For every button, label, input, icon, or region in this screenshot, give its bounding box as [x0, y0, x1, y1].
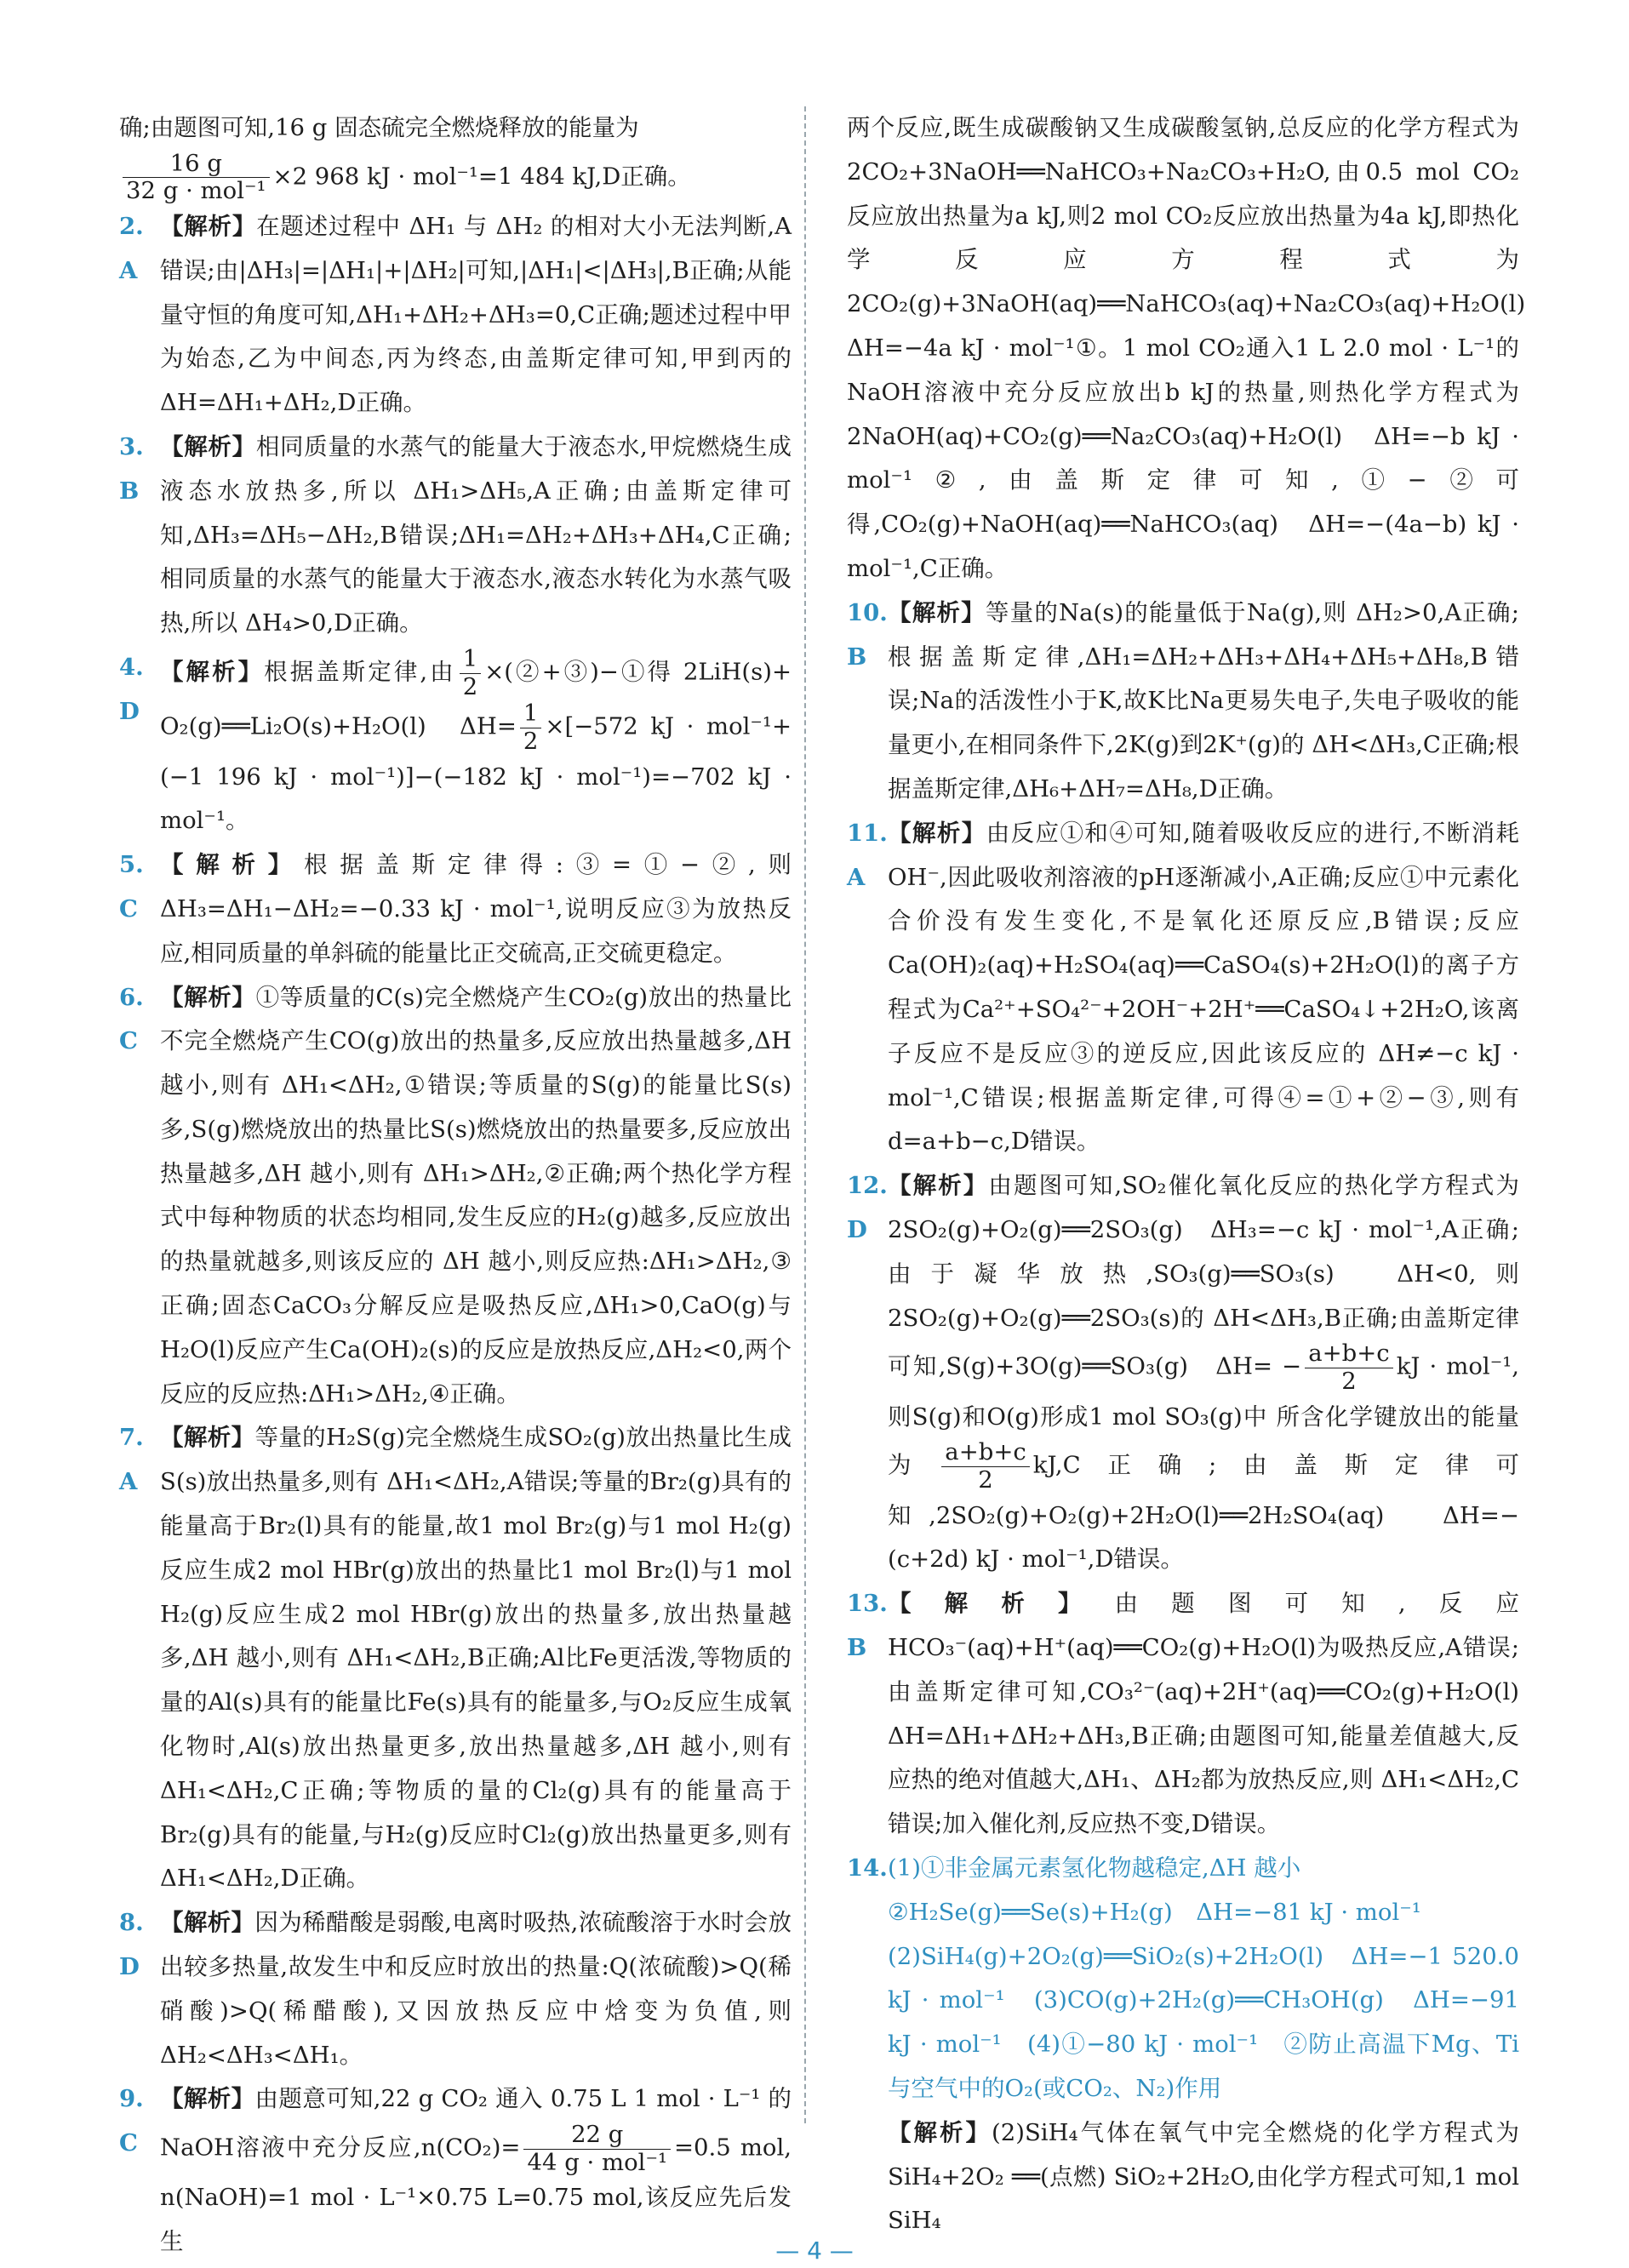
answer-text: 根据盖斯定律得:③=①−②,则 ΔH₃=ΔH₁−ΔH₂=−0.33 kJ · mol⁻¹,说明反应③为放热反应,相同质量的单斜硫的能量比正交硫高,正交硫更稳定。 — [160, 851, 792, 967]
answer-key-text: (1)①非金属元素氢化物越稳定,ΔH 越小 — [888, 1854, 1301, 1882]
right-column — [847, 106, 1549, 2243]
answer-text: n(NaOH)=1 mol · L⁻¹×0.75 L=0.75 mol,该反应先后发生 — [160, 2184, 792, 2256]
answer-number: 5. C — [119, 851, 144, 923]
answer-item-2 — [119, 205, 792, 426]
answer-number: 3. B — [119, 433, 144, 505]
answer-text: ①等质量的C(s)完全燃烧产生CO₂(g)放出的热量比不完全燃烧产生CO(g)放出的热量多,反应放出热量越多,ΔH 越小,则有 ΔH₁<ΔH₂,①错误;等质量的S(g)的能量比S(s)多,S(g)燃烧放出的热量比S(s)燃烧放出的热量要多,反应放出热量越多,ΔH 越小,则有 ΔH₁>ΔH₂,②正确;两个热化学方程式中每种物质的状态均相同,发生反应的H₂(g)越多,反应放出的热量就越多,则该反应的 ΔH 越小,则反应热:ΔH₁>ΔH₂,③正确;固态CaCO₃分解反应是吸热反应,ΔH₁>0,CaO(g)与H₂O(l)反应产生Ca(OH)₂(s)的反应是放热反应,ΔH₂<0,两个反应的反应热:ΔH₁>ΔH₂,④正确。 — [160, 983, 792, 1408]
analysis-tag: 【解析】 — [160, 213, 257, 241]
answer-text: =0.5 mol, — [674, 2134, 792, 2162]
fraction-numerator: 16 g — [123, 151, 270, 179]
fraction-denominator: 2 — [1341, 1367, 1357, 1395]
answer-number: 13. B — [847, 1590, 888, 1661]
answer-item-13 — [847, 1582, 1543, 1847]
fraction-numerator: 22 g — [523, 2122, 671, 2150]
answer-number: 8. D — [119, 1909, 144, 1981]
answer-item-3 — [119, 426, 792, 646]
analysis-tag: 【解析】 — [160, 851, 304, 879]
answer-key-text: (2)SiH₄(g)+2O₂(g)══SiO₂(s)+2H₂O(l) ΔH=−1 520.0 kJ · mol⁻¹ (3)CO(g)+2H₂(g)══CH₃OH(g) ΔH=−91 kJ · mol⁻¹ (4)①−80 kJ · mol⁻¹ ②防止高温下Mg、Ti与空气中的O₂(或CO₂、N₂)作用 — [888, 1942, 1519, 2102]
answer-text: kJ,C正确;由盖斯定律可知,2SO₂(g)+O₂(g)+2H₂O(l)══2H₂SO₄(aq) ΔH=−(c+2d) kJ · mol⁻¹,D错误。 — [888, 1451, 1520, 1574]
intro-line: 确;由题图可知,16 g 固态硫完全燃烧释放的能量为 — [119, 114, 639, 141]
answer-text: 等量的Na(s)的能量低于Na(g),则 ΔH₂>0,A正确;根据盖斯定律,ΔH₁=ΔH₂+ΔH₃+ΔH₄+ΔH₅+ΔH₈,B错误;Na的活泼性小于K,故K比Na更易失电子,失电子吸收的能量更小,在相同条件下,2K(g)到2K⁺(g)的 ΔH<ΔH₃,C正确;根据盖斯定律,ΔH₆+ΔH₇=ΔH₈,D正确。 — [888, 598, 1519, 803]
answer-item-4 — [119, 646, 792, 843]
answer-item-10 — [847, 591, 1519, 812]
fraction-numerator: 1 — [460, 646, 482, 674]
answer-text: 由题意可知,22 g CO₂ 通入 0.75 L 1 mol · L⁻¹ 的NaOH溶液中充分反应,n(CO₂)= — [160, 2085, 792, 2162]
intro-paragraph — [119, 106, 792, 205]
answer-item-8 — [119, 1901, 792, 2077]
analysis-tag: 【解析】 — [888, 1172, 989, 1200]
fraction-denominator: 32 g · mol⁻¹ — [126, 177, 266, 205]
energy-fraction — [941, 1439, 1030, 1494]
answer-number: 11. A — [847, 819, 888, 891]
analysis-tag: 【解析】 — [160, 983, 256, 1011]
answer-text: 等量的H₂S(g)完全燃烧生成SO₂(g)放出热量比生成S(s)放出热量多,则有 ΔH₁<ΔH₂,A错误;等量的Br₂(g)具有的能量高于Br₂(l)具有的能量,故1 mol Br₂(g)与1 mol H₂(g)反应生成2 mol HBr(g)放出的热量比1 mol Br₂(l)与1 mol H₂(g)反应生成2 mol HBr(g)放出的热量多,放出热量越多,ΔH 越小,则有 ΔH₁<ΔH₂,B正确;Al比Fe更活泼,等物质的量的Al(s)具有的能量比Fe(s)具有的能量多,与O₂反应生成氧化物时,Al(s)放出热量更多,放出热量越多,ΔH 越小,则有 ΔH₁<ΔH₂,C正确;等物质的量的Cl₂(g)具有的能量高于Br₂(g)具有的能量,与H₂(g)反应时Cl₂(g)放出热量更多,则有 ΔH₁<ΔH₂,D正确。 — [160, 1424, 792, 1893]
answer-text: 由题图可知,反应HCO₃⁻(aq)+H⁺(aq)══CO₂(g)+H₂O(l)为吸热反应,A错误;由盖斯定律可知,CO₃²⁻(aq)+2H⁺(aq)══CO₂(g)+H₂O(l) ΔH=ΔH₁+ΔH₂+ΔH₃,B正确;由题图可知,能量差值越大,反应热的绝对值越大,ΔH₁、ΔH₂都为放热反应,则 ΔH₁<ΔH₂,C错误;加入催化剂,反应热不变,D错误。 — [888, 1590, 1543, 1838]
answer-item-14 — [847, 1847, 1519, 2243]
continued-paragraph: 两个反应,既生成碳酸钠又生成碳酸氢钠,总反应的化学方程式为2CO₂+3NaOH══NaHCO₃+Na₂CO₃+H₂O,由0.5 mol CO₂反应放出热量为a kJ,则2 mol CO₂反应放出热量为4a kJ,即热化学反应方程式为2CO₂(g)+3NaOH(aq)══NaHCO₃(aq)+Na₂CO₃(aq)+H₂O(l) ΔH=−4a kJ · mol⁻¹①。1 mol CO₂通入1 L 2.0 mol · L⁻¹的NaOH溶液中充分反应放出b kJ的热量,则热化学方程式为2NaOH(aq)+CO₂(g)══Na₂CO₃(aq)+H₂O(l) ΔH=−b kJ · mol⁻¹②,由盖斯定律可知,①−②可得,CO₂(g)+NaOH(aq)══NaHCO₃(aq) ΔH=−(4a−b) kJ · mol⁻¹,C正确。 — [847, 114, 1549, 582]
analysis-tag: 【解析】 — [888, 2118, 992, 2146]
analysis-tag: 【解析】 — [888, 1590, 1115, 1618]
analysis-tag: 【解析】 — [160, 1424, 255, 1452]
fraction-denominator: 44 g · mol⁻¹ — [527, 2148, 667, 2176]
answer-item-11 — [847, 812, 1519, 1164]
analysis-tag: 【解析】 — [160, 658, 265, 686]
fraction-numerator: a+b+c — [1305, 1340, 1393, 1368]
answer-text: 由题图可知,SO₂催化氧化反应的热化学方程式为2SO₂(g)+O₂(g)══2SO₃(g) ΔH₃=−c kJ · mol⁻¹,A正确;由于凝华放热,SO₃(g)══SO₃(s) ΔH<0,则2SO₂(g)+O₂(g)══2SO₃(s)的 ΔH<ΔH₃,B正确;由盖斯定律可知,S(g)+3O(g)══SO₃(g) ΔH= — [888, 1172, 1520, 1380]
moles-fraction — [523, 2122, 671, 2176]
answer-number: 9. C — [119, 2085, 144, 2157]
answer-text: 在题述过程中 ΔH₁ 与 ΔH₂ 的相对大小无法判断,A错误;由|ΔH₃|=|ΔH₁|+|ΔH₂|可知,|ΔH₁|<|ΔH₃|,B正确;从能量守恒的角度可知,ΔH₁+ΔH₂+ΔH₃=0,C正确;题述过程中甲为始态,乙为中间态,丙为终态,由盖斯定律可知,甲到丙的 ΔH=ΔH₁+ΔH₂,D正确。 — [160, 213, 792, 417]
answer-number: 10. B — [847, 598, 888, 671]
page-number: — 4 — — [775, 2237, 854, 2265]
answer-key-text: ②H₂Se(g)══Se(s)+H₂(g) ΔH=−81 kJ · mol⁻¹ — [888, 1898, 1421, 1926]
answer-number: 12. D — [847, 1172, 888, 1243]
answer-item-12: 12. D 【解析】由题图可知,SO₂催化氧化反应的热化学方程式为2SO₂(g)+O₂(g)══2SO₃(g) ΔH₃=−c kJ · mol⁻¹,A正确;由于凝华放热,SO₃(g)══SO₃(s) ΔH<0,则2SO₂(g)+O₂(g)══2SO₃(s)的 ΔH<ΔH₃,B正确;由盖斯定律可知,S(g)+3O(g)══SO₃(g) ΔH= − $\frac{a+b+c}{2}$ kJ · mol⁻¹,则S(g)和O(g)形成1 mol SO₃(g)中 所含化学键放出的能量为 $\frac{a+b+c}{2}$ kJ,C正确;由盖斯定律可知,2SO₂(g)+O₂(g)+2H₂O(l)══2H₂SO₄(aq) ΔH=−(c+2d) kJ · mol⁻¹,D错误。 — [847, 1164, 1519, 1582]
answer-text: 所含化学键放出的能量为 — [888, 1403, 1520, 1479]
answer-number: 7. A — [119, 1424, 144, 1496]
answer-text: ×(②+③)−①得 2LiH(s)+ — [484, 658, 792, 686]
analysis-tag: 【解析】 — [160, 433, 256, 461]
answer-number: 2. A — [119, 213, 144, 284]
analysis-tag: 【解析】 — [160, 1909, 255, 1937]
answer-text: 由反应①和④可知,随着吸收反应的进行,不断消耗OH⁻,因此吸收剂溶液的pH逐渐减小,A正确;反应①中元素化合价没有发生变化,不是氧化还原反应,B错误;反应Ca(OH)₂(aq)+H₂SO₄(aq)══CaSO₄(s)+2H₂O(l)的离子方程式为Ca²⁺+SO₄²⁻+2OH⁻+2H⁺══CaSO₄↓+2H₂O,该离子反应不是反应③的逆反应,因此该反应的 ΔH≠−c kJ · mol⁻¹,C错误;根据盖斯定律,可得④=①+②−③,则有 d=a+b−c,D错误。 — [888, 819, 1520, 1156]
answer-item-5 — [119, 843, 792, 975]
answer-text: 因为稀醋酸是弱酸,电离时吸热,浓硫酸溶于水时会放出较多热量,故发生中和反应时放出的热量:Q(浓硫酸)>Q(稀硝酸)>Q(稀醋酸),又因放热反应中焓变为负值,则 ΔH₂<ΔH₃<ΔH₁。 — [160, 1909, 792, 2069]
fraction-denominator: 2 — [978, 1465, 993, 1494]
answer-number: 14. — [847, 1854, 888, 1882]
answer-item-7 — [119, 1416, 792, 1901]
answer-number: 4. D — [119, 654, 144, 725]
answer-text: SiH₄+2O₂ ══(点燃) SiO₂+2H₂O,由化学方程式可知,1 mol SiH₄ — [888, 2162, 1519, 2235]
fraction-denominator: 2 — [462, 672, 478, 700]
fraction-numerator: 1 — [520, 700, 542, 728]
answer-text: (−1 196 kJ · mol⁻¹)]−(−182 kJ · mol⁻¹)=−702 kJ · mol⁻¹。 — [160, 763, 792, 835]
half-fraction — [460, 646, 482, 700]
column-divider — [804, 106, 806, 2123]
answer-text: 根据盖斯定律,由 — [264, 658, 456, 686]
answer-text: O₂(g)══Li₂O(s)+H₂O(l) ΔH= — [160, 712, 517, 740]
answer-text: 相同质量的水蒸气的能量大于液态水,甲烷燃烧生成液态水放热多,所以 ΔH₁>ΔH₅,A正确;由盖斯定律可知,ΔH₃=ΔH₅−ΔH₂,B错误;ΔH₁=ΔH₂+ΔH₃+ΔH₄,C正确;相同质量的水蒸气的能量大于液态水,液态水转化为水蒸气吸热,所以 ΔH₄>0,D正确。 — [160, 433, 792, 637]
answer-item-6 — [119, 976, 792, 1417]
analysis-tag: 【解析】 — [888, 598, 986, 626]
answer-number: 6. C — [119, 983, 144, 1055]
fraction-numerator: a+b+c — [941, 1439, 1030, 1467]
answer-text: (2)SiH₄气体在氧气中完全燃烧的化学方程式为 — [991, 2118, 1520, 2146]
analysis-tag: 【解析】 — [160, 2085, 255, 2113]
fraction-denominator: 2 — [523, 727, 539, 755]
intro-tail: ×2 968 kJ · mol⁻¹=1 484 kJ,D正确。 — [272, 163, 691, 191]
half-fraction — [520, 700, 542, 755]
intro-fraction — [123, 151, 270, 205]
energy-fraction — [1305, 1340, 1393, 1395]
analysis-tag: 【解析】 — [888, 819, 986, 847]
answer-text: ×[−572 kJ · mol⁻¹+ — [545, 712, 792, 740]
left-column — [119, 106, 792, 2265]
answer-text: kJ · mol⁻¹,则S(g)和O(g)形成1 mol SO₃(g)中 — [888, 1352, 1519, 1431]
